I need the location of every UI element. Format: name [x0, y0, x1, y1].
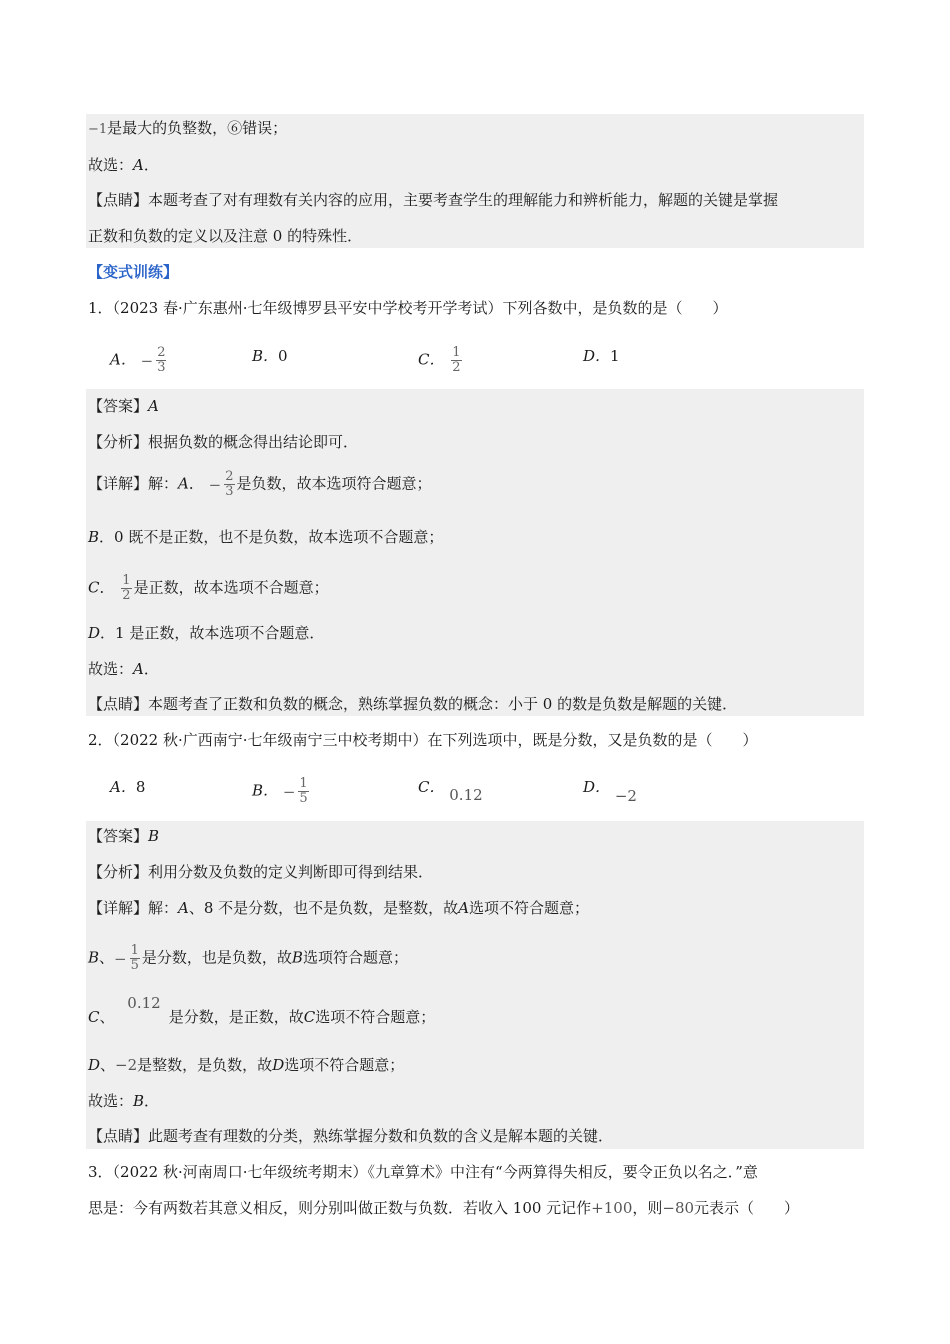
option-label: B． — [252, 781, 279, 800]
letter: A — [178, 474, 189, 493]
answer-tag: 【答案】 — [88, 397, 149, 415]
denominator: 5 — [299, 791, 308, 806]
letter: D — [88, 1056, 101, 1074]
math-value: −2 — [115, 1056, 138, 1074]
fraction — [451, 346, 461, 375]
q1-detail-d — [88, 623, 324, 643]
numerator: 1 — [130, 943, 139, 958]
denominator: 2 — [452, 360, 461, 375]
text: ． — [144, 1092, 160, 1110]
q1-detail-b — [88, 527, 443, 547]
q2-option-d — [583, 777, 637, 805]
fraction — [298, 777, 308, 806]
text: 是最大的负整数，⑥错误； — [107, 119, 288, 137]
block1-line-2 — [88, 155, 159, 175]
q2-detail-b — [88, 944, 408, 973]
letter: C — [88, 578, 100, 597]
letter: B — [88, 528, 100, 546]
text: 、 — [99, 1008, 115, 1026]
answer-letter: B — [148, 827, 160, 845]
option-value: −2 — [614, 787, 637, 805]
letter: C — [88, 1008, 100, 1026]
denominator: 5 — [130, 958, 139, 973]
q1-analysis: 【分析】根据负数的概念得出结论即可． — [88, 433, 359, 451]
block1-line-3: 【点睛】本题考查了对有理数有关内容的应用，主要考查学生的理解能力和辨析能力，解题的关键是掌握 — [88, 191, 779, 209]
option-value: 0.12 — [449, 786, 483, 804]
q1-choose — [88, 659, 159, 679]
text: ． — [99, 578, 115, 597]
numerator: 2 — [225, 469, 234, 484]
denominator: 3 — [225, 484, 234, 499]
math-value: 0.12 — [127, 994, 161, 1012]
math-value: +100 — [591, 1199, 633, 1217]
fraction — [121, 574, 131, 603]
option-label: A． — [110, 778, 136, 796]
letter: D — [88, 624, 101, 642]
answer-tag: 【答案】 — [88, 827, 149, 845]
text: ． — [143, 660, 159, 678]
option-label: C． — [418, 350, 445, 369]
text: 是分数，也是负数，故 — [141, 948, 292, 967]
text: 是整数，是负数，故 — [137, 1056, 273, 1074]
q3-line-2 — [88, 1198, 799, 1218]
numerator: 1 — [299, 776, 308, 791]
text: 【详解】解： — [88, 899, 179, 917]
option-value: 8 — [135, 778, 146, 796]
answer-letter: A — [133, 660, 144, 678]
numerator: 1 — [122, 573, 131, 588]
section-title: 【变式训练】 — [88, 263, 179, 281]
letter: A — [458, 899, 470, 917]
q1-dianjing: 【点睛】本题考查了正数和负数的概念，熟练掌握负数的概念：小于 0 的数是负数是解题的关键． — [88, 695, 738, 713]
option-label: A． — [110, 350, 136, 369]
numerator: 2 — [157, 345, 166, 360]
q1-detail-c — [88, 574, 329, 603]
q1-option-d — [583, 346, 620, 366]
q2-option-c — [418, 777, 483, 804]
block1-line-4: 正数和负数的定义以及注意 0 的特殊性． — [88, 227, 363, 245]
q1-option-a — [110, 346, 168, 375]
text: 是负数，故本选项符合题意； — [236, 474, 432, 493]
minus-sign: − — [282, 782, 296, 801]
q2-analysis: 【分析】利用分数及负数的定义判断即可得到结果． — [88, 863, 434, 881]
answer-letter: B — [133, 1092, 145, 1110]
q1-stem: 1．（2023 春·广东惠州·七年级博罗县平安中学校考开学考试）下列各数中，是负数的是（ ） — [88, 299, 728, 317]
denominator: 2 — [122, 588, 131, 603]
q2-stem: 2．（2022 秋·广西南宁·七年级南宁三中校考期中）在下列选项中，既是分数，又是负数的是（ ） — [88, 731, 758, 749]
option-label: D． — [583, 347, 611, 365]
math-neg-one: −1 — [88, 122, 108, 137]
answer-letter: A — [148, 397, 159, 415]
option-label: D． — [583, 778, 611, 796]
text: ． — [143, 156, 159, 174]
minus-sign: − — [114, 949, 127, 968]
q2-answer — [88, 826, 159, 846]
math-value: −80 — [662, 1199, 695, 1217]
q2-dianjing: 【点睛】此题考查有理数的分类，熟练掌握分数和负数的含义是解本题的关键． — [88, 1127, 614, 1145]
letter: B — [291, 948, 303, 967]
option-value: 0 — [278, 347, 288, 365]
text: 【详解】解： — [88, 474, 179, 493]
minus-sign: − — [140, 351, 154, 370]
denominator: 3 — [157, 360, 166, 375]
q3-line-1: 3．（2022 秋·河南周口·七年级统考期末）《九章算术》中注有“今两算得失相反，要令正负以名之．”意 — [88, 1163, 758, 1181]
text: ．0 既不是正数，也不是负数，故本选项不合题意； — [99, 528, 444, 546]
option-value: 1 — [610, 347, 620, 365]
text: 元表示（ ） — [694, 1199, 800, 1217]
numerator: 1 — [452, 345, 461, 360]
block1-line-1 — [88, 118, 287, 140]
q1-detail-a — [88, 470, 432, 499]
q2-detail-c — [88, 994, 436, 1027]
q2-detail-a — [88, 898, 589, 918]
text: 故选： — [88, 156, 134, 174]
q2-option-a — [110, 777, 145, 797]
fraction — [156, 346, 166, 375]
text: 故选： — [88, 660, 134, 678]
text: 、8 不是分数，也不是负数，是整数，故 — [188, 899, 459, 917]
q2-choose — [88, 1091, 159, 1111]
text: 思是：今有两数若其意义相反，则分别叫做正数与负数．若收入 100 元记作 — [88, 1199, 592, 1217]
q1-answer — [88, 396, 159, 416]
letter: C — [303, 1008, 316, 1026]
text: 、 — [99, 948, 115, 967]
text: 故选： — [88, 1092, 134, 1110]
text: 选项不符合题意； — [315, 1008, 436, 1026]
q2-option-b — [252, 777, 311, 806]
answer-letter: A — [133, 156, 144, 174]
option-label: C． — [418, 778, 445, 796]
minus-sign: − — [208, 475, 222, 494]
text: 选项不符合题意； — [469, 899, 590, 917]
text: 、 — [100, 1056, 116, 1074]
fraction — [130, 944, 140, 973]
fraction — [224, 470, 234, 499]
letter: D — [272, 1056, 285, 1074]
text: ，则 — [632, 1199, 663, 1217]
letter: A — [178, 899, 189, 917]
text: 是正数，故本选项不合题意； — [133, 578, 329, 597]
letter: B — [88, 948, 100, 967]
q2-detail-d — [88, 1055, 404, 1075]
q1-option-b — [252, 346, 288, 366]
text: ．1 是正数，故本选项不合题意． — [100, 624, 325, 642]
text: ． — [188, 474, 204, 493]
text: 是分数，是正数，故 — [168, 1008, 304, 1026]
text: 选项符合题意； — [302, 948, 408, 967]
q1-option-c — [418, 346, 464, 375]
option-label: B． — [252, 347, 279, 365]
text: 选项不符合题意； — [284, 1056, 405, 1074]
